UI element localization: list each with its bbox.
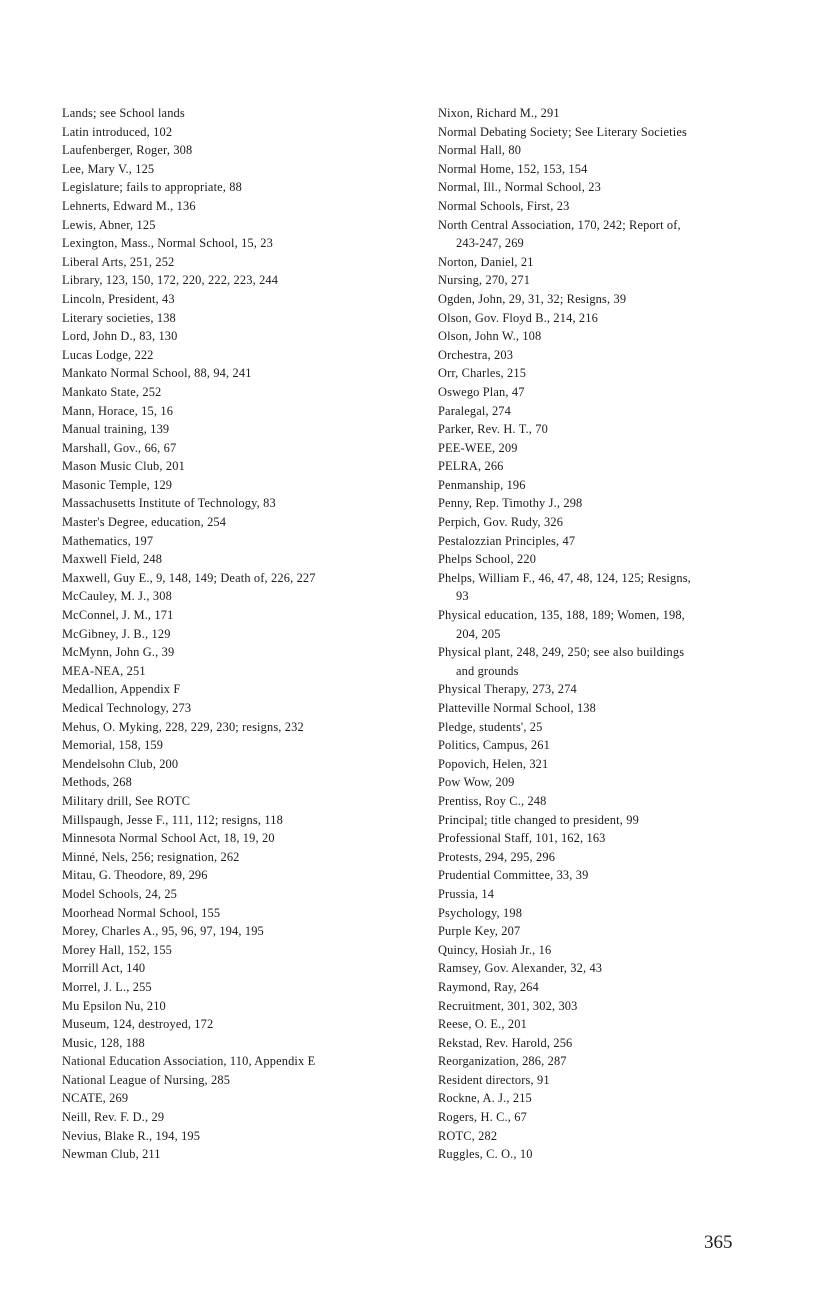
index-entry bbox=[62, 625, 392, 644]
index-entry bbox=[62, 922, 392, 941]
index-entry-text: Mehus, O. Myking, 228, 229, 230; resigns, 232 bbox=[62, 719, 304, 734]
index-entry-text: Prentiss, Roy C., 248 bbox=[438, 793, 547, 808]
index-entry bbox=[438, 922, 778, 941]
index-entry-text: Library, 123, 150, 172, 220, 222, 223, 244 bbox=[62, 273, 279, 288]
index-entry-text: Master's Degree, education, 254 bbox=[62, 515, 227, 530]
index-entry-text: Ogden, John, 29, 31, 32; Resigns, 39 bbox=[438, 291, 627, 306]
index-entry bbox=[62, 197, 392, 216]
index-entry-text: Perpich, Gov. Rudy, 326 bbox=[438, 515, 564, 530]
page-number: 365 bbox=[704, 1232, 733, 1253]
index-entry-text: Physical education, 135, 188, 189; Women, 198, bbox=[438, 608, 685, 623]
index-entry bbox=[62, 606, 392, 625]
index-entry-text: Raymond, Ray, 264 bbox=[438, 979, 539, 994]
index-entry bbox=[62, 104, 392, 123]
index-entry bbox=[438, 643, 778, 680]
index-entry bbox=[438, 178, 778, 197]
index-entry bbox=[62, 811, 392, 830]
index-entry-text: Minnesota Normal School Act, 18, 19, 20 bbox=[62, 831, 275, 846]
index-entry-text: North Central Association, 170, 242; Report of, bbox=[438, 217, 681, 232]
index-entry-text: Psychology, 198 bbox=[438, 905, 523, 920]
index-entry-text: Quincy, Hosiah Jr., 16 bbox=[438, 942, 552, 957]
index-entry-text: Norton, Daniel, 21 bbox=[438, 254, 534, 269]
index-entry bbox=[438, 476, 778, 495]
index-entry bbox=[62, 383, 392, 402]
index-entry bbox=[62, 1089, 392, 1108]
index-entry bbox=[438, 494, 778, 513]
index-entry bbox=[62, 755, 392, 774]
index-entry-text: Physical plant, 248, 249, 250; see also buildings bbox=[438, 645, 685, 660]
index-entry bbox=[438, 1015, 778, 1034]
index-entry-text: Mankato Normal School, 88, 94, 241 bbox=[62, 366, 252, 381]
index-entry-text: Normal Hall, 80 bbox=[438, 143, 522, 158]
index-entry-text: Normal Debating Society; See Literary Societies bbox=[438, 124, 687, 139]
index-entry bbox=[62, 736, 392, 755]
index-entry bbox=[62, 346, 392, 365]
index-entry bbox=[62, 178, 392, 197]
index-entry-text: ROTC, 282 bbox=[438, 1128, 498, 1143]
index-entry bbox=[62, 1015, 392, 1034]
index-entry bbox=[62, 959, 392, 978]
index-entry bbox=[438, 402, 778, 421]
index-entry-text: Prudential Committee, 33, 39 bbox=[438, 868, 589, 883]
index-entry bbox=[438, 773, 778, 792]
index-entry-text: Mu Epsilon Nu, 210 bbox=[62, 998, 166, 1013]
index-entry bbox=[438, 1052, 778, 1071]
index-entry bbox=[438, 997, 778, 1016]
index-entry bbox=[438, 699, 778, 718]
index-entry-text: Oswego Plan, 47 bbox=[438, 384, 525, 399]
index-entry bbox=[438, 1034, 778, 1053]
index-entry bbox=[62, 290, 392, 309]
index-entry bbox=[438, 1071, 778, 1090]
index-entry-continuation: 243-247, 269 bbox=[456, 236, 524, 251]
index-entry-text: Liberal Arts, 251, 252 bbox=[62, 254, 175, 269]
index-entry-text: Nevius, Blake R., 194, 195 bbox=[62, 1128, 201, 1143]
index-entry bbox=[62, 587, 392, 606]
index-entry bbox=[438, 848, 778, 867]
index-entry-text: Moorhead Normal School, 155 bbox=[62, 905, 221, 920]
index-entry bbox=[438, 197, 778, 216]
index-entry-text: NCATE, 269 bbox=[62, 1091, 129, 1106]
index-entry-text: Lucas Lodge, 222 bbox=[62, 347, 154, 362]
index-entry bbox=[438, 811, 778, 830]
index-entry bbox=[438, 792, 778, 811]
index-entry-text: Lincoln, President, 43 bbox=[62, 291, 175, 306]
index-entry-text: McConnel, J. M., 171 bbox=[62, 608, 174, 623]
index-entry bbox=[438, 383, 778, 402]
index-entry-text: MEA-NEA, 251 bbox=[62, 663, 146, 678]
index-entry bbox=[62, 457, 392, 476]
index-entry bbox=[438, 1145, 778, 1164]
index-entry bbox=[62, 662, 392, 681]
index-entry bbox=[438, 346, 778, 365]
index-entry-text: Pledge, students', 25 bbox=[438, 719, 543, 734]
index-entry bbox=[62, 550, 392, 569]
index-entry bbox=[62, 420, 392, 439]
index-entry-text: Rogers, H. C., 67 bbox=[438, 1110, 527, 1125]
index-entry-text: Maxwell, Guy E., 9, 148, 149; Death of, 226, 227 bbox=[62, 570, 316, 585]
index-entry bbox=[62, 141, 392, 160]
index-entry bbox=[62, 680, 392, 699]
index-entry bbox=[62, 829, 392, 848]
index-entry-text: Pow Wow, 209 bbox=[438, 775, 515, 790]
index-entry bbox=[438, 680, 778, 699]
index-entry-text: Paralegal, 274 bbox=[438, 403, 511, 418]
index-entry-text: Music, 128, 188 bbox=[62, 1035, 145, 1050]
index-entry-text: Lands; see School lands bbox=[62, 106, 185, 120]
index-column-right bbox=[438, 104, 778, 1164]
index-entry-text: Phelps School, 220 bbox=[438, 552, 537, 567]
index-entry-text: Pestalozzian Principles, 47 bbox=[438, 533, 576, 548]
index-entry bbox=[62, 1108, 392, 1127]
index-entry bbox=[62, 718, 392, 737]
index-entry-text: Marshall, Gov., 66, 67 bbox=[62, 440, 177, 455]
index-entry bbox=[62, 1071, 392, 1090]
index-entry bbox=[438, 160, 778, 179]
index-entry-text: Morey Hall, 152, 155 bbox=[62, 942, 173, 957]
index-entry bbox=[438, 755, 778, 774]
index-entry-text: Rekstad, Rev. Harold, 256 bbox=[438, 1035, 573, 1050]
index-entry bbox=[62, 160, 392, 179]
index-entry-text: Newman Club, 211 bbox=[62, 1147, 161, 1162]
index-entry bbox=[62, 643, 392, 662]
index-entry-text: Recruitment, 301, 302, 303 bbox=[438, 998, 578, 1013]
index-entry-text: McMynn, John G., 39 bbox=[62, 645, 175, 660]
index-entry-text: Reese, O. E., 201 bbox=[438, 1017, 527, 1032]
index-entry bbox=[438, 569, 778, 606]
index-entry bbox=[62, 402, 392, 421]
index-entry bbox=[62, 327, 392, 346]
index-entry bbox=[438, 885, 778, 904]
index-entry bbox=[62, 904, 392, 923]
index-entry-text: Ruggles, C. O., 10 bbox=[438, 1147, 533, 1162]
index-entry bbox=[62, 513, 392, 532]
index-entry-text: Physical Therapy, 273, 274 bbox=[438, 682, 577, 697]
index-entry-text: Penmanship, 196 bbox=[438, 477, 526, 492]
index-entry-text: Mathematics, 197 bbox=[62, 533, 154, 548]
index-entry-text: Millspaugh, Jesse F., 111, 112; resigns, 118 bbox=[62, 812, 283, 827]
index-entry-text: Medical Technology, 273 bbox=[62, 701, 192, 715]
index-entry-text: National League of Nursing, 285 bbox=[62, 1072, 231, 1087]
index-entry bbox=[62, 309, 392, 328]
index-entry-text: Memorial, 158, 159 bbox=[62, 738, 164, 753]
index-entry bbox=[438, 513, 778, 532]
index-entry bbox=[438, 309, 778, 328]
index-entry-text: Literary societies, 138 bbox=[62, 310, 176, 325]
index-entry-text: Laufenberger, Roger, 308 bbox=[62, 143, 193, 158]
index-entry-text: Nixon, Richard M., 291 bbox=[438, 106, 560, 120]
index-entry-text: Massachusetts Institute of Technology, 83 bbox=[62, 496, 276, 511]
index-entry bbox=[438, 829, 778, 848]
index-entry-text: Masonic Temple, 129 bbox=[62, 477, 173, 492]
index-entry-text: Model Schools, 24, 25 bbox=[62, 886, 178, 901]
index-entry-text: Morrel, J. L., 255 bbox=[62, 979, 152, 994]
index-entry bbox=[438, 439, 778, 458]
index-entry bbox=[438, 959, 778, 978]
index-entry-text: Prussia, 14 bbox=[438, 886, 495, 901]
index-entry-text: PEE-WEE, 209 bbox=[438, 440, 518, 455]
index-entry-text: PELRA, 266 bbox=[438, 459, 504, 474]
index-entry-text: Lexington, Mass., Normal School, 15, 23 bbox=[62, 236, 273, 251]
index-entry-text: McCauley, M. J., 308 bbox=[62, 589, 172, 604]
index-entry-text: Lewis, Abner, 125 bbox=[62, 217, 156, 232]
index-entry bbox=[62, 439, 392, 458]
index-entry-text: Lord, John D., 83, 130 bbox=[62, 329, 178, 344]
index-entry bbox=[62, 532, 392, 551]
index-entry-text: Phelps, William F., 46, 47, 48, 124, 125; Resigns, bbox=[438, 570, 691, 585]
index-entry bbox=[438, 550, 778, 569]
index-entry-text: Normal Home, 152, 153, 154 bbox=[438, 161, 588, 176]
index-entry bbox=[438, 941, 778, 960]
index-entry-text: Professional Staff, 101, 162, 163 bbox=[438, 831, 606, 846]
index-entry bbox=[62, 792, 392, 811]
index-entry bbox=[438, 978, 778, 997]
index-entry bbox=[62, 494, 392, 513]
index-entry-text: Rockne, A. J., 215 bbox=[438, 1091, 532, 1106]
index-entry-text: Principal; title changed to president, 99 bbox=[438, 812, 639, 827]
index-entry bbox=[62, 216, 392, 235]
index-entry bbox=[438, 141, 778, 160]
index-entry bbox=[438, 866, 778, 885]
index-entry bbox=[438, 364, 778, 383]
index-entry-text: Mitau, G. Theodore, 89, 296 bbox=[62, 868, 208, 883]
index-entry-text: Normal Schools, First, 23 bbox=[438, 198, 570, 213]
index-entry bbox=[62, 699, 392, 718]
index-entry-text: Resident directors, 91 bbox=[438, 1072, 550, 1087]
index-entry-text: Medallion, Appendix F bbox=[62, 682, 181, 697]
index-entry-text: Manual training, 139 bbox=[62, 422, 170, 437]
index-entry-text: Morrill Act, 140 bbox=[62, 961, 146, 976]
index-entry-text: Mendelsohn Club, 200 bbox=[62, 756, 179, 771]
index-entry bbox=[438, 1089, 778, 1108]
index-entry bbox=[62, 978, 392, 997]
index-entry-text: Legislature; fails to appropriate, 88 bbox=[62, 180, 242, 195]
index-entry-text: National Education Association, 110, Appendix E bbox=[62, 1054, 316, 1069]
index-entry bbox=[62, 364, 392, 383]
index-entry bbox=[62, 941, 392, 960]
index-entry bbox=[438, 216, 778, 253]
index-entry bbox=[62, 271, 392, 290]
index-entry bbox=[438, 327, 778, 346]
index-entry bbox=[438, 718, 778, 737]
index-entry bbox=[438, 104, 778, 123]
index-entry-text: Orr, Charles, 215 bbox=[438, 366, 527, 381]
index-entry-text: Military drill, See ROTC bbox=[62, 793, 191, 808]
index-entry-text: Lee, Mary V., 125 bbox=[62, 161, 155, 176]
index-entry bbox=[62, 885, 392, 904]
index-entry-text: Mankato State, 252 bbox=[62, 384, 162, 399]
index-entry-text: Mann, Horace, 15, 16 bbox=[62, 403, 174, 418]
index-entry-text: Penny, Rep. Timothy J., 298 bbox=[438, 496, 583, 511]
index-entry bbox=[62, 1145, 392, 1164]
index-entry bbox=[438, 123, 778, 142]
index-entry bbox=[62, 1127, 392, 1146]
index-entry-text: Olson, Gov. Floyd B., 214, 216 bbox=[438, 310, 598, 325]
index-entry-text: Protests, 294, 295, 296 bbox=[438, 849, 556, 864]
index-entry bbox=[62, 848, 392, 867]
index-entry bbox=[62, 253, 392, 272]
index-column-left bbox=[62, 104, 392, 1164]
index-entry-text: Parker, Rev. H. T., 70 bbox=[438, 422, 548, 437]
index-entry-text: Platteville Normal School, 138 bbox=[438, 701, 596, 715]
index-entry-text: Maxwell Field, 248 bbox=[62, 552, 163, 567]
index-entry bbox=[438, 290, 778, 309]
index-entry-continuation: 204, 205 bbox=[456, 626, 501, 641]
index-entry bbox=[438, 606, 778, 643]
index-entry bbox=[62, 569, 392, 588]
index-entry bbox=[62, 234, 392, 253]
index-entry-text: Popovich, Helen, 321 bbox=[438, 756, 549, 771]
index-entry bbox=[438, 1127, 778, 1146]
index-entry bbox=[438, 420, 778, 439]
index-entry bbox=[62, 866, 392, 885]
index-entry-text: Methods, 268 bbox=[62, 775, 132, 790]
index-entry bbox=[62, 1052, 392, 1071]
index-entry-text: Neill, Rev. F. D., 29 bbox=[62, 1110, 165, 1125]
index-entry-text: Normal, Ill., Normal School, 23 bbox=[438, 180, 601, 195]
index-entry-text: McGibney, J. B., 129 bbox=[62, 626, 171, 641]
index-entry bbox=[62, 997, 392, 1016]
index-entry-text: Olson, John W., 108 bbox=[438, 329, 542, 344]
index-entry-text: Politics, Campus, 261 bbox=[438, 738, 550, 753]
index-entry-continuation: and grounds bbox=[456, 663, 519, 678]
index-entry-text: Reorganization, 286, 287 bbox=[438, 1054, 567, 1069]
index-entry-text: Morey, Charles A., 95, 96, 97, 194, 195 bbox=[62, 924, 264, 939]
index-entry-continuation: 93 bbox=[456, 589, 469, 604]
index-entry bbox=[438, 1108, 778, 1127]
index-entry bbox=[438, 736, 778, 755]
index-entry-text: Purple Key, 207 bbox=[438, 924, 521, 939]
index-entry bbox=[62, 1034, 392, 1053]
index-entry bbox=[438, 532, 778, 551]
index-entry bbox=[62, 476, 392, 495]
index-entry-text: Orchestra, 203 bbox=[438, 347, 514, 362]
index-entry-text: Museum, 124, destroyed, 172 bbox=[62, 1017, 214, 1032]
index-entry-text: Nursing, 270, 271 bbox=[438, 273, 531, 288]
index-entry bbox=[438, 904, 778, 923]
index-entry bbox=[438, 253, 778, 272]
index-entry-text: Latin introduced, 102 bbox=[62, 124, 173, 139]
index-entry bbox=[438, 457, 778, 476]
index-entry bbox=[62, 123, 392, 142]
index-entry bbox=[438, 271, 778, 290]
index-entry-text: Ramsey, Gov. Alexander, 32, 43 bbox=[438, 961, 603, 976]
index-entry bbox=[62, 773, 392, 792]
index-entry-text: Minné, Nels, 256; resignation, 262 bbox=[62, 849, 240, 864]
index-entry-text: Lehnerts, Edward M., 136 bbox=[62, 198, 196, 213]
index-entry-text: Mason Music Club, 201 bbox=[62, 459, 185, 474]
